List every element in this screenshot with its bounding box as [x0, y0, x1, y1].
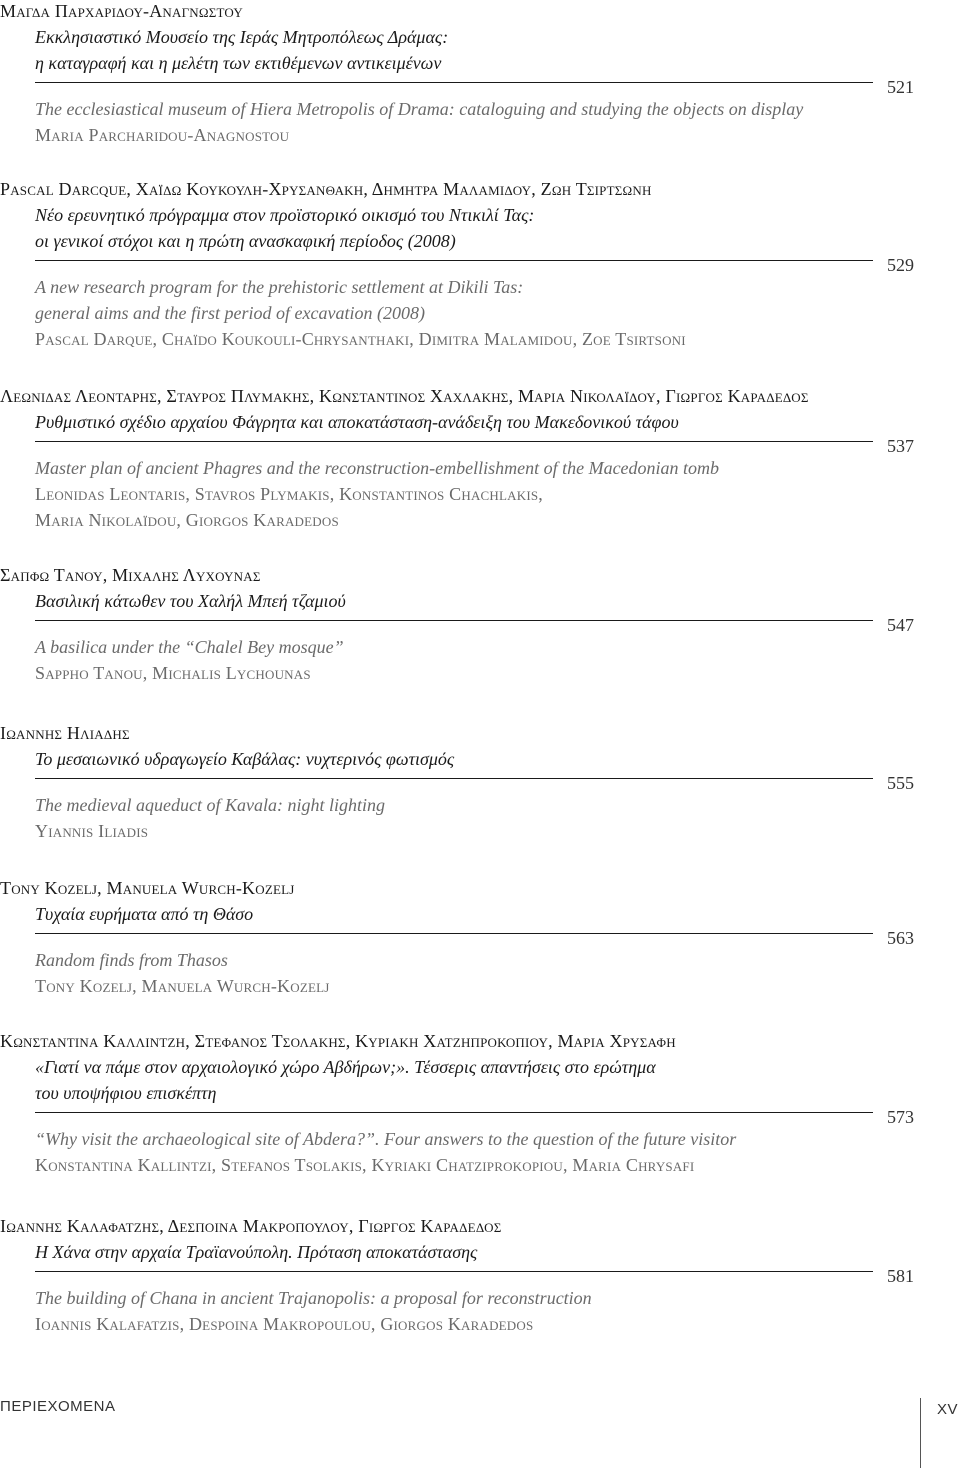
entry-title-greek: οι γενικοί στόχοι και η πρώτη ανασκαφική περίοδος (2008)	[35, 231, 456, 251]
entry-title-english: Master plan of ancient Phagres and the reconstruction-embellishment of the Macedonian tomb	[35, 458, 720, 478]
entry-title-greek: «Γιατί να πάμε στον αρχαιολογικό χώρο Αβδήρων;». Τέσσερις απαντήσεις στο ερώτημα	[35, 1057, 656, 1077]
entry-page-number[interactable]: 555	[887, 773, 914, 793]
entry-rule	[35, 260, 873, 261]
entry-authors-english: Ioannis Kalafatzis, Despoina Makropoulou, Giorgos Karadedos	[35, 1314, 534, 1334]
entry-authors-greek: Ιωαννης Ηλιαδης	[0, 723, 130, 743]
entry-rule	[35, 620, 873, 621]
entry-title-greek: Νέο ερευνητικό πρόγραμμα στον προϊστορικό οικισμό του Ντικιλί Τας:	[35, 205, 535, 225]
entry-title-english: A basilica under the “Chalel Bey mosque”	[35, 637, 344, 657]
entry-page-number[interactable]: 529	[887, 255, 914, 275]
entry-authors-english: Maria Nikolaïdou, Giorgos Karadedos	[35, 510, 339, 530]
entry-authors-english: Sappho Tanou, Michalis Lychounas	[35, 663, 311, 683]
entry-authors-greek: Λεωνιδας Λεονταρης, Σταυρος Πλυμακης, Κωνσταντινος Χαχλακης, Μαρια Νικολαϊδου, Γιωργος Καραδεδος	[0, 386, 809, 406]
entry-title-english: general aims and the first period of excavation (2008)	[35, 303, 425, 323]
entry-page-number[interactable]: 573	[887, 1107, 914, 1127]
entry-title-greek: η καταγραφή και η μελέτη των εκτιθέμενων αντικειμένων	[35, 53, 442, 73]
entry-title-english: A new research program for the prehistoric settlement at Dikili Tas:	[35, 277, 524, 297]
entry-title-greek: Το μεσαιωνικό υδραγωγείο Καβάλας: νυχτερινός φωτισμός	[35, 749, 455, 769]
entry-authors-english: Tony Kozelj, Manuela Wurch-Kozelj	[35, 976, 330, 996]
entry-rule	[35, 933, 873, 934]
entry-page-number[interactable]: 581	[887, 1266, 914, 1286]
entry-title-greek: Εκκλησιαστικό Μουσείο της Ιεράς Μητροπόλεως Δράμας:	[35, 27, 449, 47]
entry-title-greek: Ρυθμιστικό σχέδιο αρχαίου Φάγρητα και αποκατάσταση-ανάδειξη του Μακεδονικού τάφου	[35, 412, 679, 432]
entry-page-number[interactable]: 537	[887, 436, 914, 456]
entry-authors-english: Yiannis Iliadis	[35, 821, 149, 841]
entry-title-english: “Why visit the archaeological site of Abdera?”. Four answers to the question of the future visitor	[35, 1129, 737, 1149]
footer-page-number: XV	[937, 1401, 959, 1418]
entry-title-english: The ecclesiastical museum of Hiera Metropolis of Drama: cataloguing and studying the objects on display	[35, 99, 804, 119]
entry-rule	[35, 1112, 873, 1113]
entry-authors-greek: Pascal Darcque, Χαϊδω Κουκουλη-Χρυσανθακη, Δημητρα Μαλαμιδου, Ζωη Τσιρτσωνη	[0, 179, 652, 199]
entry-authors-english: Maria Parcharidou-Anagnostou	[35, 125, 290, 145]
entry-rule	[35, 1271, 873, 1272]
entry-authors-greek: Ιωαννης Καλαφατζης, Δεσποινα Μακροπουλου, Γιωργος Καραδεδος	[0, 1216, 502, 1236]
entry-authors-greek: Κωνσταντινα Καλλιντζη, Στεφανος Τσολακης, Κυριακη Χατζηπροκοπιου, Μαρια Χρυσαφη	[0, 1031, 676, 1051]
entry-rule	[35, 778, 873, 779]
footer-section-label: ΠΕΡΙΕΧΟΜΕΝΑ	[0, 1398, 116, 1415]
entry-authors-english: Konstantina Kallintzi, Stefanos Tsolakis, Kyriaki Chatziprokopiou, Maria Chrysafi	[35, 1155, 695, 1175]
entry-authors-greek: Σαπφω Τανου, Μιχαλης Λυχουνας	[0, 565, 261, 585]
entry-authors-greek: Μαγδα Παρχαριδου-Αναγνωστου	[0, 1, 243, 21]
entry-rule	[35, 441, 873, 442]
entry-title-greek: Βασιλική κάτωθεν του Χαλήλ Μπεή τζαμιού	[35, 591, 346, 611]
entry-title-greek: Η Χάνα στην αρχαία Τραϊανούπολη. Πρόταση αποκατάστασης	[35, 1242, 478, 1262]
entry-rule	[35, 82, 873, 83]
entry-authors-greek: Tony Kozelj, Manuela Wurch-Kozelj	[0, 878, 295, 898]
entry-page-number[interactable]: 547	[887, 615, 914, 635]
footer-divider	[920, 1398, 921, 1468]
entry-page-number[interactable]: 563	[887, 928, 914, 948]
entry-title-english: Random finds from Thasos	[35, 950, 228, 970]
entry-title-greek: του υποψήφιου επισκέπτη	[35, 1083, 217, 1103]
entry-title-english: The building of Chana in ancient Trajanopolis: a proposal for reconstruction	[35, 1288, 592, 1308]
entry-page-number[interactable]: 521	[887, 77, 914, 97]
entry-title-english: The medieval aqueduct of Kavala: night lighting	[35, 795, 385, 815]
entry-title-greek: Τυχαία ευρήματα από τη Θάσο	[35, 904, 254, 924]
entry-authors-english: Pascal Darque, Chaïdo Koukouli-Chrysanthaki, Dimitra Malamidou, Zoe Tsirtsoni	[35, 329, 686, 349]
entry-authors-english: Leonidas Leontaris, Stavros Plymakis, Konstantinos Chachlakis,	[35, 484, 543, 504]
